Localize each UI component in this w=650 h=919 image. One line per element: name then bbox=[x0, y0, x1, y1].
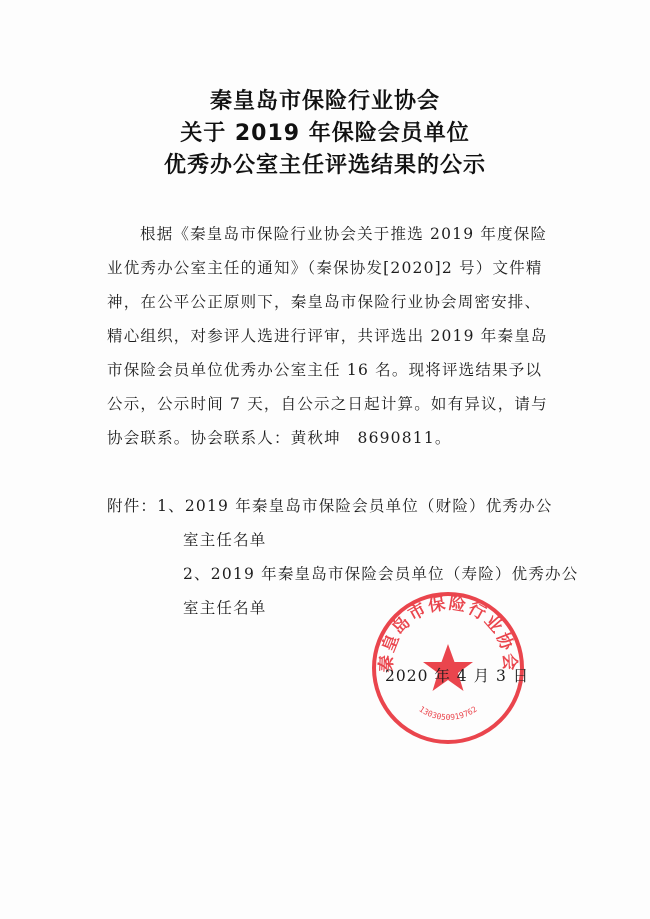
body-line-5: 市保险会员单位优秀办公室主任 16 名。现将评选结果予以 bbox=[107, 361, 543, 379]
document-date: 2020 年 4 月 3 日 bbox=[385, 667, 530, 685]
body-line-7: 协会联系。协会联系人：黄秋坤 8690811。 bbox=[107, 429, 452, 447]
attachment-line-2: 室主任名单 bbox=[183, 531, 267, 549]
attachment-line-3: 2、2019 年秦皇岛市保险会员单位（寿险）优秀办公 bbox=[183, 565, 579, 583]
body-line-3: 神，在公平公正原则下，秦皇岛市保险行业协会周密安排、 bbox=[107, 293, 542, 311]
title-line-2: 关于 2019 年保险会员单位 bbox=[180, 121, 470, 146]
title-line-1: 秦皇岛市保险行业协会 bbox=[209, 89, 440, 114]
body-line-4: 精心组织，对参评人选进行评审，共评选出 2019 年秦皇岛 bbox=[107, 327, 548, 345]
body-line-6: 公示，公示时间 7 天，自公示之日起计算。如有异议，请与 bbox=[107, 395, 548, 413]
body-line-2: 业优秀办公室主任的通知》（秦保协发[2020]2 号）文件精 bbox=[107, 259, 543, 277]
body-line-1: 根据《秦皇岛市保险行业协会关于推选 2019 年度保险 bbox=[140, 225, 548, 243]
seal-text: 秦皇岛市保险行业协会 bbox=[376, 593, 520, 673]
seal-code-text: 1303050919762 bbox=[417, 704, 479, 722]
attachment-line-1: 附件：1、2019 年秦皇岛市保险会员单位（财险）优秀办公 bbox=[107, 497, 553, 515]
title-line-3: 优秀办公室主任评选结果的公示 bbox=[163, 153, 486, 178]
attachment-line-4: 室主任名单 bbox=[183, 599, 267, 617]
